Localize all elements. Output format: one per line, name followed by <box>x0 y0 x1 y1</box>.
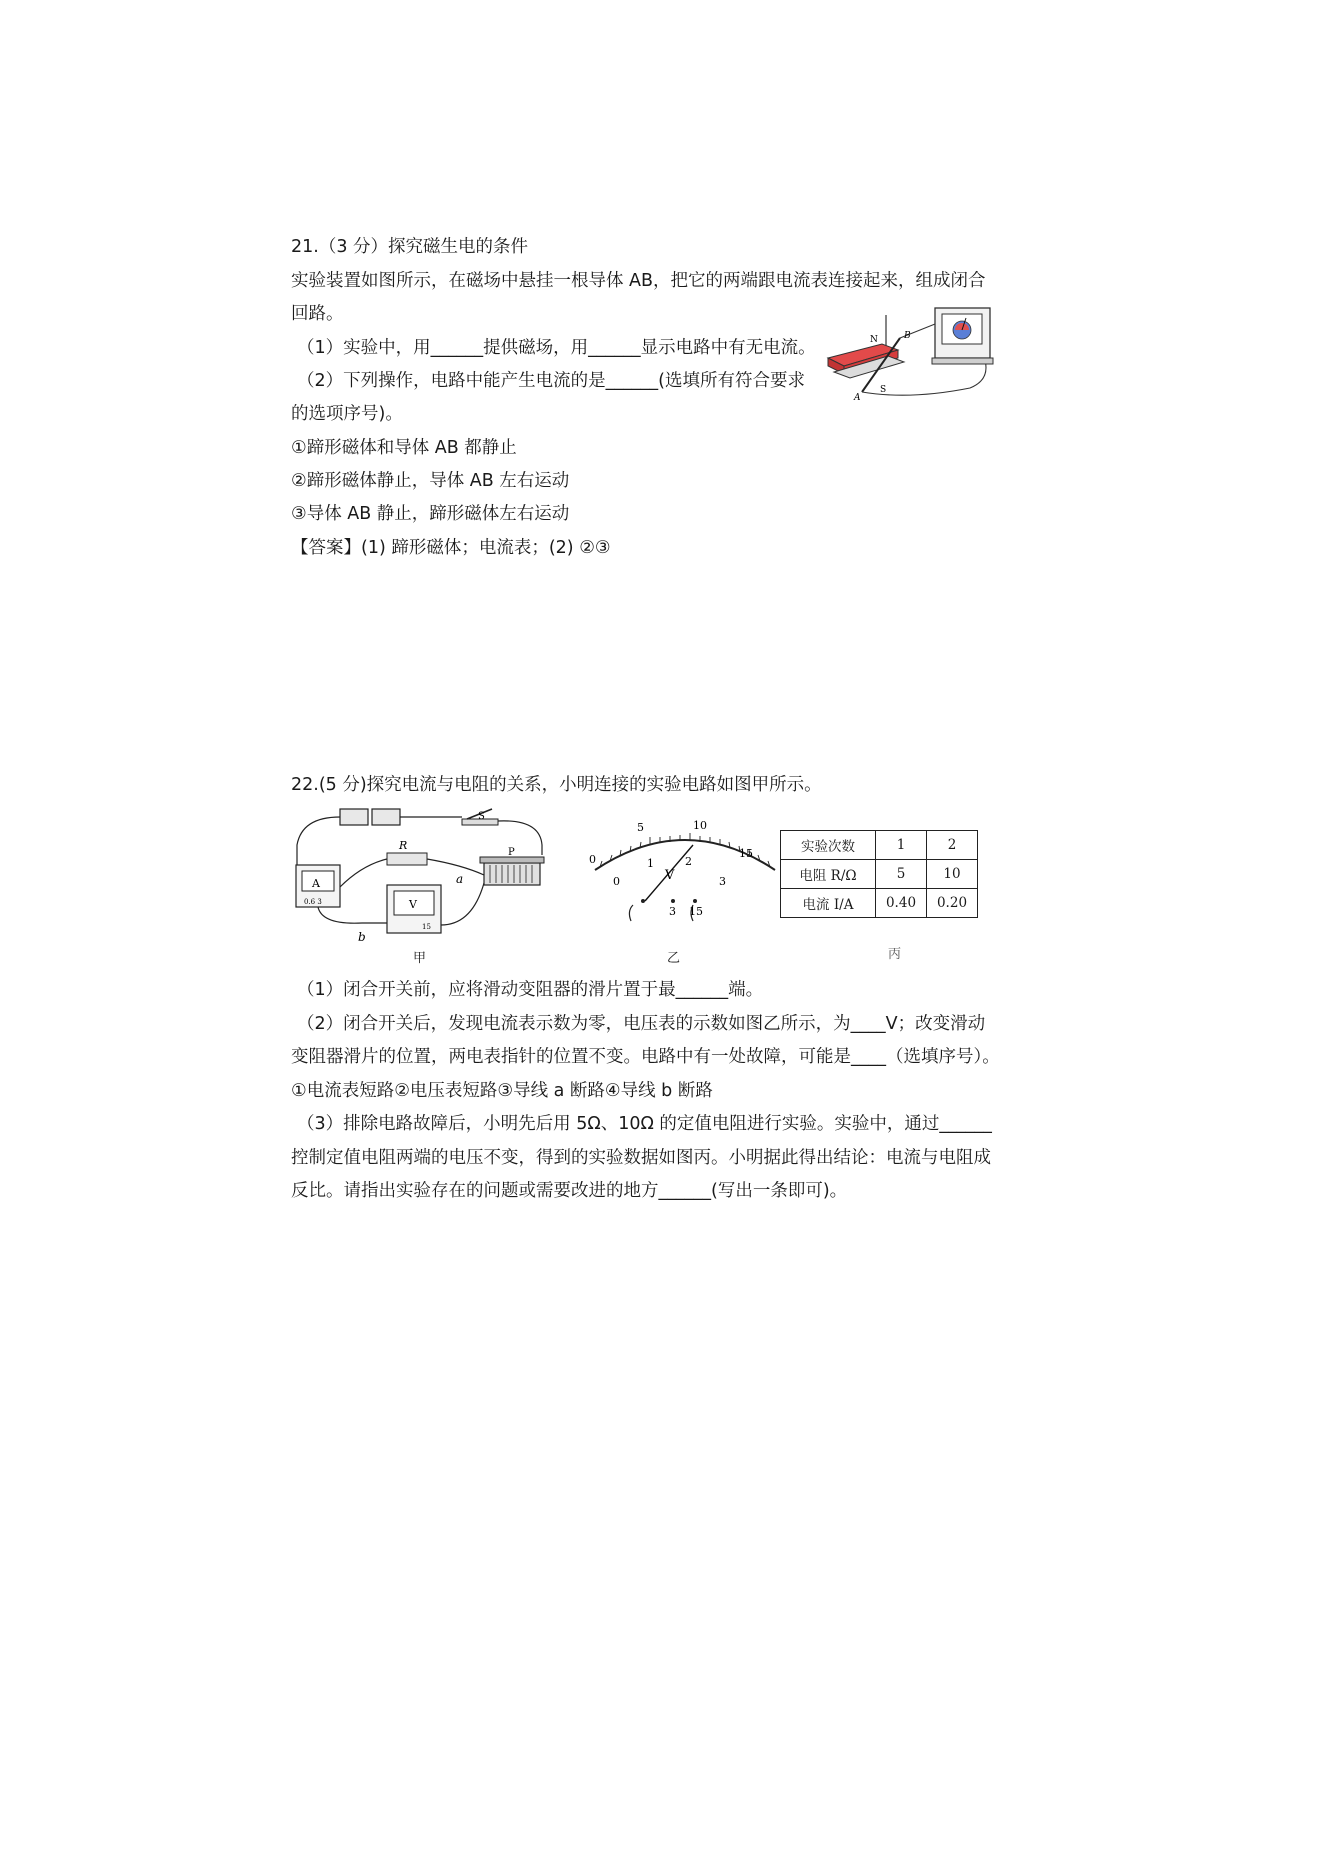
table-cell: 0.40 <box>876 889 927 918</box>
q22-yi-inner-1: 1 <box>647 857 654 870</box>
q22-jia-voltmeter-terminal: 15 <box>422 923 431 931</box>
q22-yi-inner-3: 3 <box>719 875 726 888</box>
q21-option2: ②蹄形磁体静止，导体 AB 左右运动 <box>291 471 570 491</box>
q21-part2-line1: （2）下列操作，电路中能产生电流的是______(选填所有符合要求 <box>297 371 805 391</box>
q21-option3: ③导体 AB 静止，蹄形磁体左右运动 <box>291 504 570 524</box>
q22-part2-line1: （2）闭合开关后，发现电流表示数为零，电压表的示数如图乙所示，为____V；改变滑动 <box>297 1014 986 1034</box>
table-cell: 5 <box>876 860 927 889</box>
table-cell: 0.20 <box>927 889 978 918</box>
q22-yi-meter-letter: V <box>665 868 675 883</box>
q22-fig-yi-caption: 乙 <box>667 951 681 966</box>
q22-jia-label-b: b <box>358 930 366 944</box>
q22-part2-options: ①电流表短路②电压表短路③导线 a 断路④导线 b 断路 <box>291 1081 713 1101</box>
q22-jia-label-r: R <box>399 839 408 852</box>
q21-label-a: A <box>854 393 861 403</box>
q22-jia-label-a: a <box>456 872 464 886</box>
q22-jia-ammeter-terminals: 0.6 3 <box>304 898 322 906</box>
table-header-current: 电流 I/A <box>781 889 876 918</box>
q22-fig-bing-data-table <box>780 830 978 918</box>
q21-label-s: S <box>880 385 887 395</box>
q22-jia-label-s: S <box>478 811 485 822</box>
q21-intro-line1: 实验装置如图所示，在磁场中悬挂一根导体 AB，把它的两端跟电流表连接起来，组成闭合 <box>291 271 986 291</box>
q22-title: 22.(5 分)探究电流与电阻的关系，小明连接的实验电路如图甲所示。 <box>291 775 822 795</box>
q21-label-n: N <box>870 335 878 345</box>
q22-jia-ammeter-letter: A <box>312 877 320 890</box>
q22-yi-outer-15: 15 <box>739 847 753 860</box>
q22-part3-line1: （3）排除电路故障后，小明先后用 5Ω、10Ω 的定值电阻进行实验。实验中，通过______ <box>297 1114 992 1134</box>
table-cell: 1 <box>876 831 927 860</box>
q22-yi-inner-2: 2 <box>685 855 692 868</box>
q22-part2-line2: 变阻器滑片的位置，两电表指针的位置不变。电路中有一处故障，可能是____（选填序号）。 <box>291 1047 1000 1067</box>
table-cell: 2 <box>927 831 978 860</box>
q21-title: 21.（3 分）探究磁生电的条件 <box>291 237 529 257</box>
q22-yi-outer-5: 5 <box>637 821 644 834</box>
q21-part1: （1）实验中，用______提供磁场，用______显示电路中有无电流。 <box>297 338 816 358</box>
q22-fig-bing-caption: 丙 <box>888 947 902 962</box>
q22-yi-outer-0: 0 <box>589 853 596 866</box>
q21-intro-line2: 回路。 <box>291 304 344 324</box>
q22-part1: （1）闭合开关前，应将滑动变阻器的滑片置于最______端。 <box>297 980 764 1000</box>
table-cell: 10 <box>927 860 978 889</box>
q22-yi-terminal-3: 3 <box>669 905 676 918</box>
q21-apparatus-figure <box>820 300 1000 410</box>
q22-jia-voltmeter-letter: V <box>409 898 417 911</box>
q22-part3-line2: 控制定值电阻两端的电压不变，得到的实验数据如图丙。小明据此得出结论：电流与电阻成 <box>291 1148 991 1168</box>
q21-answer: 【答案】(1) 蹄形磁体；电流表；(2) ②③ <box>291 538 611 558</box>
q21-part2-line2: 的选项序号)。 <box>291 404 403 424</box>
q22-jia-label-p: P <box>508 847 515 858</box>
table-header-resistance: 电阻 R/Ω <box>781 860 876 889</box>
q22-fig-jia-caption: 甲 <box>413 951 427 966</box>
q22-part3-line3: 反比。请指出实验存在的问题或需要改进的地方______(写出一条即可)。 <box>291 1181 848 1201</box>
q22-fig-jia-circuit <box>292 805 552 945</box>
q22-yi-terminal-15: 15 <box>689 905 703 918</box>
q22-yi-outer-10: 10 <box>693 819 707 832</box>
q22-yi-inner-0: 0 <box>613 875 620 888</box>
q21-label-b: B <box>904 331 911 341</box>
table-header-trial: 实验次数 <box>781 831 876 860</box>
q21-option1: ①蹄形磁体和导体 AB 都静止 <box>291 438 517 458</box>
q22-fig-yi-voltmeter-dial <box>585 815 785 925</box>
